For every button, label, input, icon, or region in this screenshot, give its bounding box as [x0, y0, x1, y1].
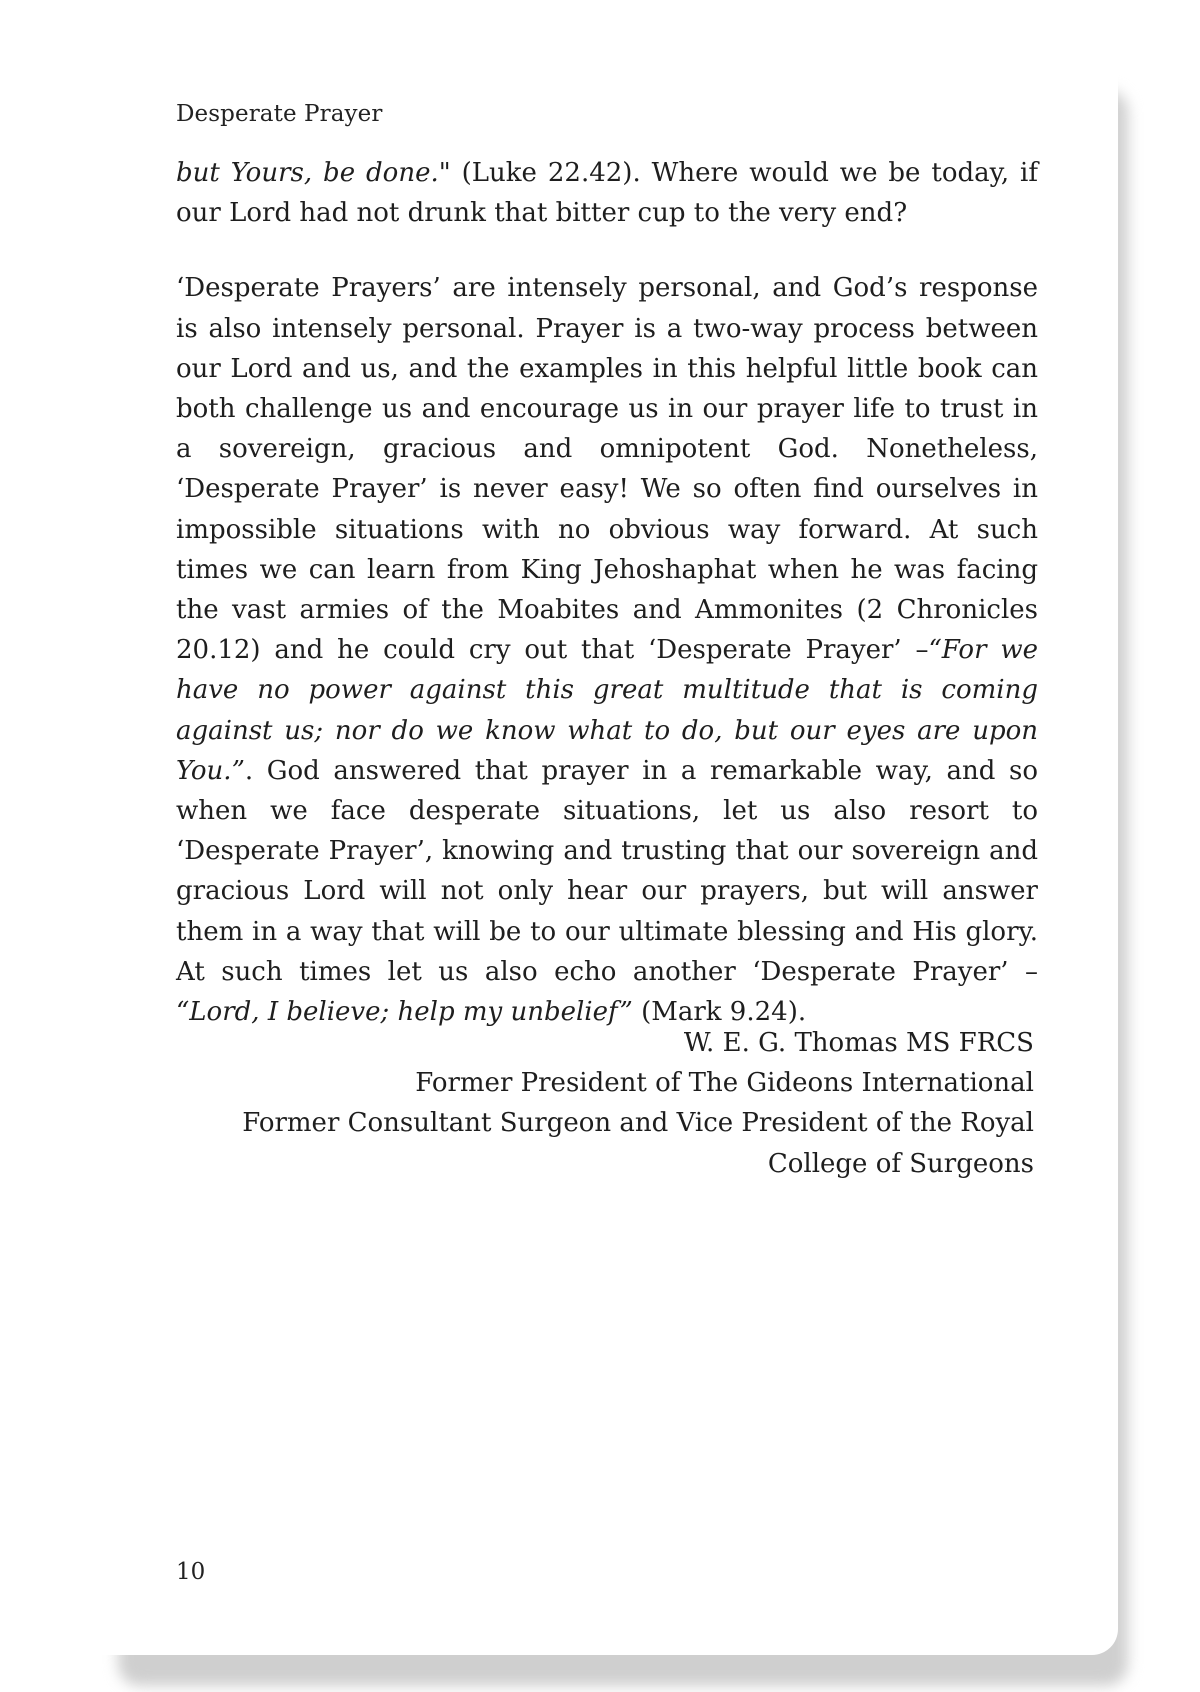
author-title: College of Surgeons	[767, 1148, 1034, 1179]
author-title: Former President of The Gideons International	[415, 1068, 1034, 1099]
paragraph-1	[176, 153, 1038, 233]
running-head: Desperate Prayer	[176, 101, 383, 127]
scripture-quote: “Lord, I believe; help my unbelief”	[176, 997, 633, 1028]
paragraph-text: ‘Desperate Prayers’ are intensely personal, and God’s response is also intensely personal. Prayer is a two-way process between our Lord and us, and the examples in this helpful little book can both challenge us and encourage us in our prayer life to trust in a sovereign, gracious and omnipotent God. Nonetheless, ‘Desperate Prayer’ is never easy! We so often find ourselves in impossible situations with no obvious way forward. At such times we can learn from King Jehoshaphat when he was facing the vast armies of the Moabites and Ammonites (2 Chronicles 20.12) and he could cry out that ‘Desperate Prayer’ –	[176, 273, 1038, 666]
signature-block	[234, 1023, 1034, 1184]
author-title: Former Consultant Surgeon and Vice President of the Royal	[242, 1108, 1034, 1139]
scripture-quote: but Yours, be done."	[176, 158, 451, 188]
paragraph-text: (Mark 9.24).	[632, 997, 807, 1028]
body-text	[176, 153, 1038, 1032]
page-number: 10	[176, 1559, 206, 1585]
author-name: W. E. G. Thomas MS FRCS	[683, 1028, 1034, 1058]
paragraph-text: (Luke 22.42). Where would we be today, if our Lord had not drunk that bitter cup to the very end?	[176, 158, 1038, 229]
paragraph-text: . God answered that prayer in a remarkable way, and so when we face desperate situations, let us also resort to ‘Desperate Prayer’, knowing and trusting that our sovereign and gracious Lord will not only hear our prayers, but will answer them in a way that will be to our ultimate blessing and His glory. At such times let us also echo another ‘Desperate Prayer’ –	[176, 755, 1038, 987]
paragraph-2	[176, 268, 1038, 1032]
scripture-quote: “For we have no power against this great multitude that is coming against us; nor do we know what to do, but our eyes are upon You.”	[176, 635, 1038, 786]
